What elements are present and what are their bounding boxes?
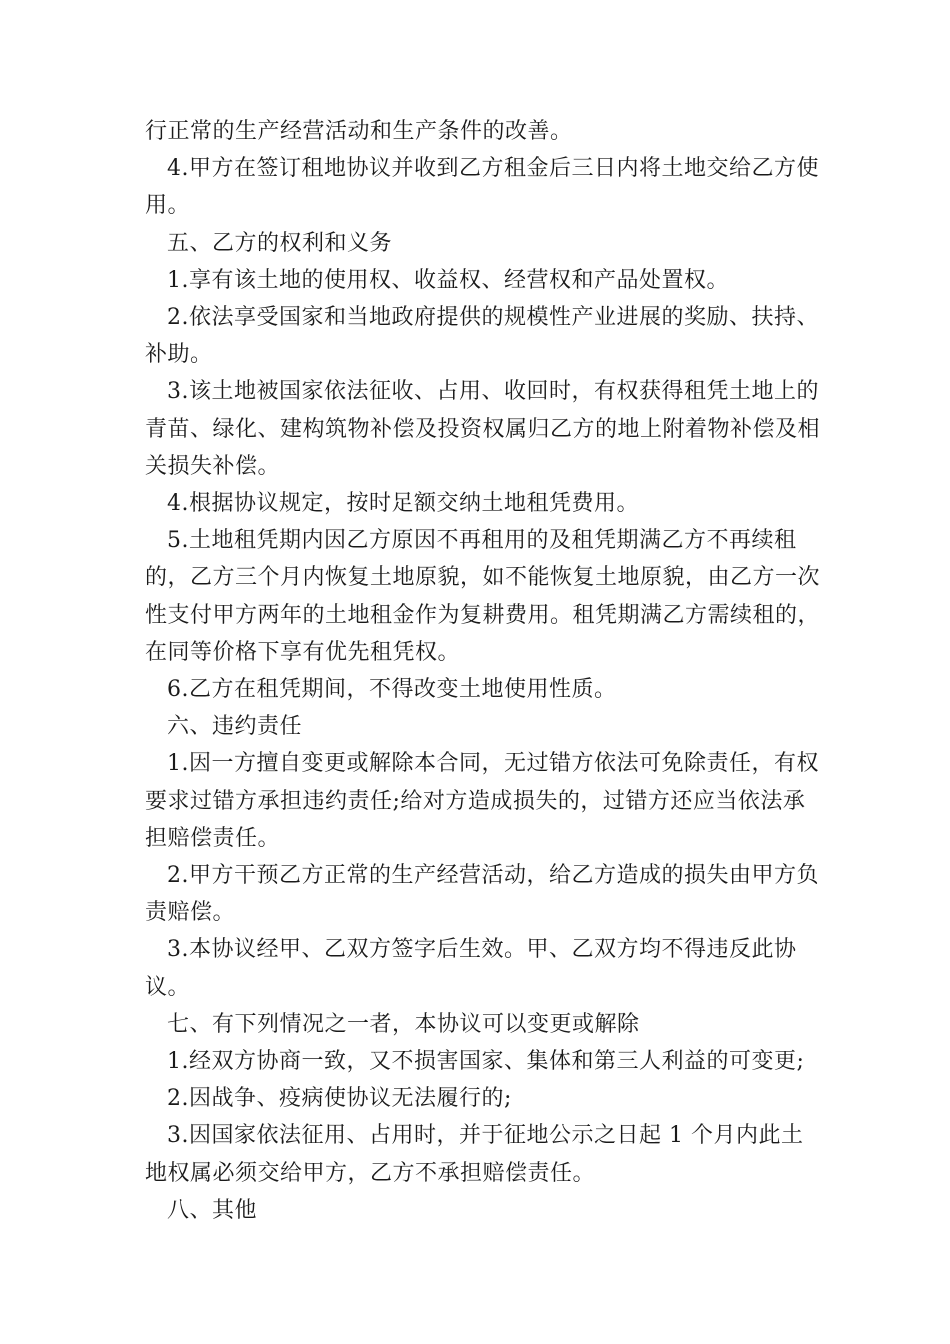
document-body: [145, 113, 825, 1229]
paragraph: 1.经双方协商一致，又不损害国家、集体和第三人利益的可变更;: [167, 1049, 805, 1075]
section-heading: 八、其他: [167, 1197, 258, 1223]
paragraph: 3.该土地被国家依法征收、占用、收回时，有权获得租凭土地上的青苗、绿化、建构筑物补偿及投资权属归乙方的地上附着物补偿及相关损失补偿。: [145, 379, 821, 479]
paragraph: 2.因战争、疫病使协议无法履行的;: [167, 1086, 512, 1112]
paragraph: 6.乙方在租凭期间，不得改变土地使用性质。: [167, 677, 617, 703]
paragraph: 1.因一方擅自变更或解除本合同，无过错方依法可免除责任，有权要求过错方承担违约责任;给对方造成损失的，过错方还应当依法承担赔偿责任。: [145, 751, 819, 851]
paragraph: 行正常的生产经营活动和生产条件的改善。: [145, 119, 573, 144]
section-heading: 六、违约责任: [167, 714, 303, 740]
paragraph: 4.根据协议规定，按时足额交纳土地租凭费用。: [167, 491, 639, 517]
paragraph: 2.甲方干预乙方正常的生产经营活动，给乙方造成的损失由甲方负责赔偿。: [145, 863, 819, 926]
section-heading: 七、有下列情况之一者，本协议可以变更或解除: [167, 1011, 640, 1037]
paragraph: 4.甲方在签订租地协议并收到乙方租金后三日内将土地交给乙方使用。: [145, 156, 819, 219]
paragraph: 3.因国家依法征用、占用时，并于征地公示之日起 1 个月内此土地权属必须交给甲方，乙方不承担赔偿责任。: [145, 1123, 804, 1186]
paragraph: 5.土地租凭期内因乙方原因不再租用的及租凭期满乙方不再续租的，乙方三个月内恢复土地原貌，如不能恢复土地原貌，由乙方一次性支付甲方两年的土地租金作为复耕费用。租凭期满乙方需续租的，在同等价格下享有优先租凭权。: [145, 528, 821, 665]
section-heading: 五、乙方的权利和义务: [167, 230, 393, 256]
paragraph: 1.享有该土地的使用权、收益权、经营权和产品处置权。: [167, 267, 729, 293]
paragraph: 2.依法享受国家和当地政府提供的规模性产业进展的奖励、扶持、补助。: [145, 305, 819, 368]
paragraph: 3.本协议经甲、乙双方签字后生效。甲、乙双方均不得违反此协议。: [145, 937, 797, 1000]
